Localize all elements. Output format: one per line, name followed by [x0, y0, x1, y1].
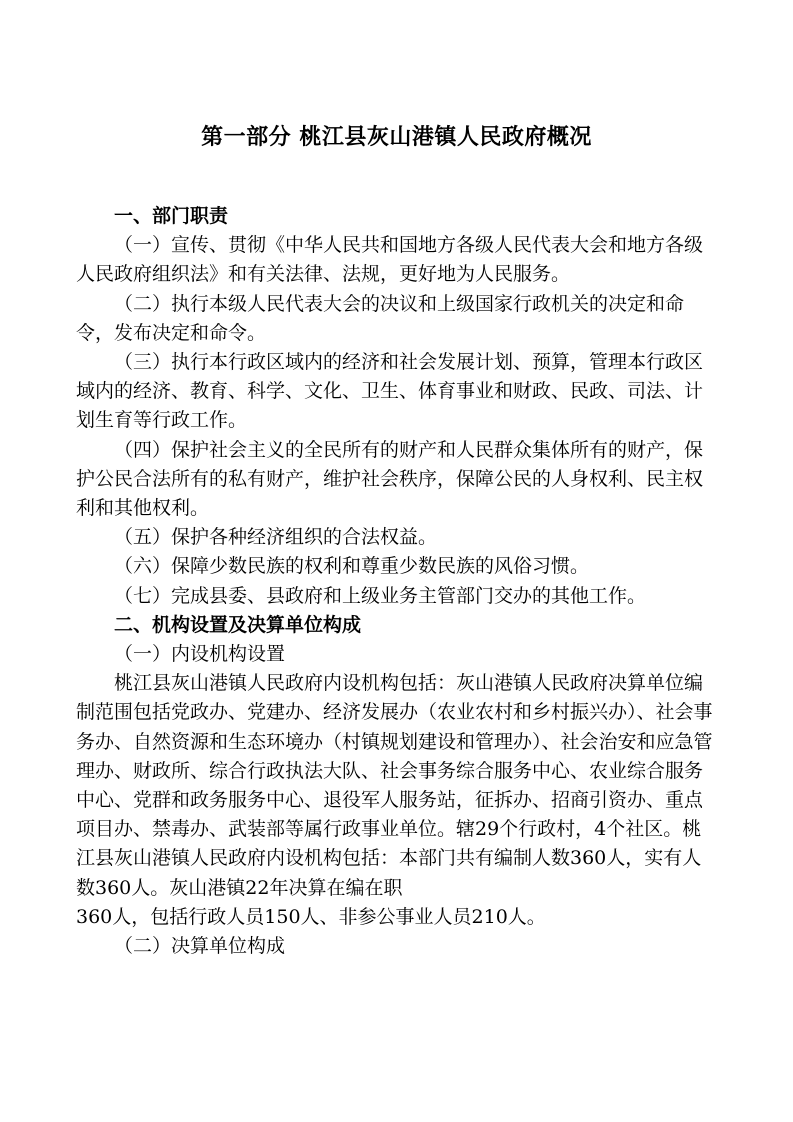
page-title: 第一部分 桃江县灰山港镇人民政府概况	[201, 125, 592, 150]
paragraph-internal-structure: 桃江县灰山港镇人民政府内设机构包括：灰山港镇人民政府决算单位编制范围包括党政办、党建办、经济发展办（农业农村和乡村振兴办）、社会事务办、自然资源和生态环境办（村镇规划建设和管理办）、社会治安和应急管理办、财政所、综合行政执法大队、社会事务综合服务中心、农业综合服务中心、党群和政务服务中心、退役军人服务站，征拆办、招商引资办、重点项目办、禁毒办、武装部等属行政事业单位。辖29个行政村，4个社区。桃江县灰山港镇人民政府内设机构包括：本部门共有编制人数360人，实有人数360人。灰山港镇22年决算在编在职	[76, 672, 713, 899]
subheading-internal-structure: （一）内设机构设置	[114, 643, 286, 666]
paragraph-staff-count: 360人，包括行政人员150人、非参公事业人员210人。	[76, 905, 546, 928]
section-heading-duties: 一、部门职责	[114, 205, 229, 227]
subheading-budget-units: （二）决算单位构成	[114, 935, 286, 958]
paragraph-duty-4: （四）保护社会主义的全民所有的财产和人民群众集体所有的财产，保护公民合法所有的私有财产，维护社会秩序，保障公民的人身权利、民主权利和其他权利。	[76, 438, 704, 520]
paragraph-duty-6: （六）保障少数民族的权利和尊重少数民族的风俗习惯。	[114, 555, 590, 578]
paragraph-duty-7: （七）完成县委、县政府和上级业务主管部门交办的其他工作。	[114, 584, 647, 607]
document-body	[76, 202, 720, 961]
section-heading-structure: 二、机构设置及决算单位构成	[114, 613, 362, 636]
paragraph-duty-5: （五）保护各种经济组织的合法权益。	[114, 526, 438, 549]
paragraph-duty-1: （一）宣传、贯彻《中华人民共和国地方各级人民代表大会和地方各级人民政府组织法》和有关法律、法规，更好地为人民服务。	[76, 234, 704, 286]
paragraph-duty-3: （三）执行本行政区域内的经济和社会发展计划、预算，管理本行政区域内的经济、教育、科学、文化、卫生、体育事业和财政、民政、司法、计划生育等行政工作。	[76, 351, 704, 432]
paragraph-duty-2: （二）执行本级人民代表大会的决议和上级国家行政机关的决定和命令，发布决定和命令。	[76, 292, 685, 344]
